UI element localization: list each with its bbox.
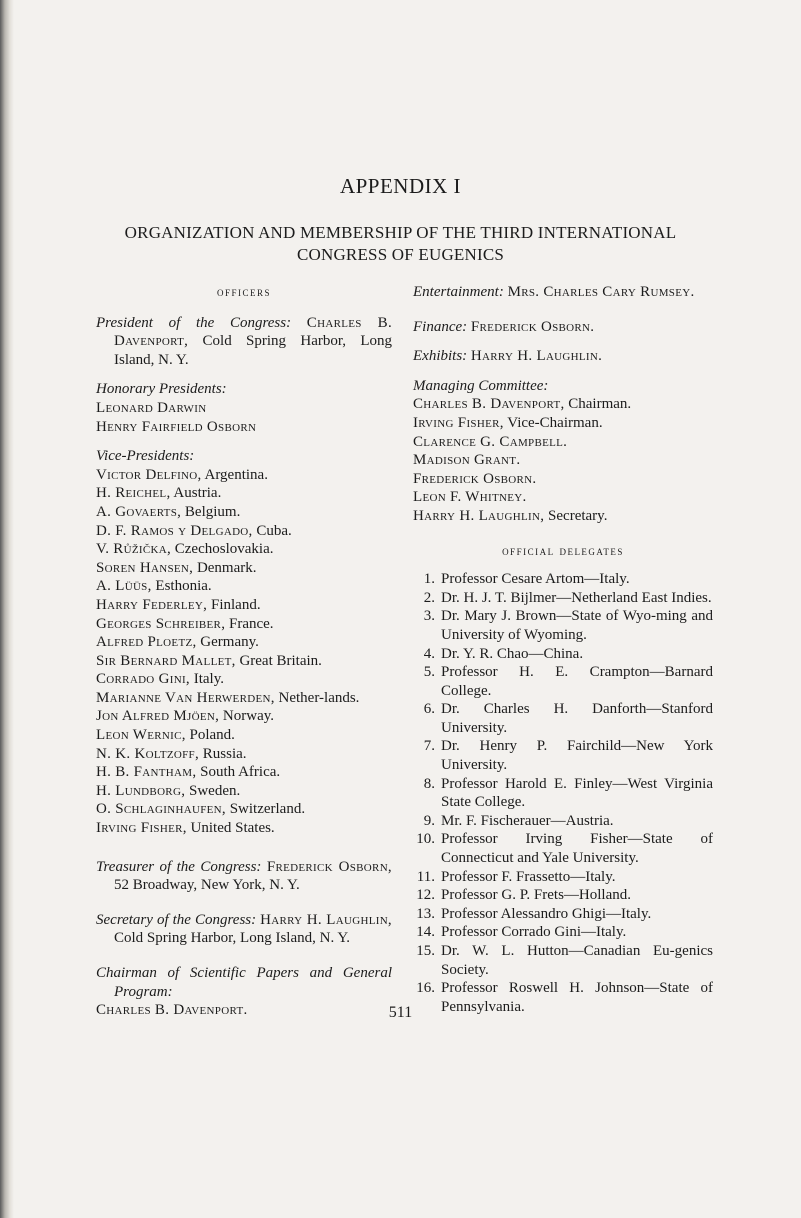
- committee-member: Clarence G. Campbell.: [413, 433, 568, 450]
- vice-president-item: H. Reichel, Austria.: [96, 485, 222, 502]
- appendix-heading: APPENDIX I: [339, 174, 462, 198]
- honorary-label: Honorary Presidents:: [96, 381, 227, 398]
- honorary-name: Leonard Darwin: [96, 399, 207, 416]
- delegates-list: [413, 570, 713, 1016]
- committee-member: Frederick Osborn.: [413, 470, 537, 487]
- vice-president-item: Harry Federley, Finland.: [96, 596, 261, 613]
- left-column: [96, 283, 392, 1020]
- entertainment-entry: [413, 283, 713, 302]
- honorary-list: [96, 399, 392, 436]
- vice-president-item: Georges Schreiber, France.: [96, 615, 274, 632]
- vice-president-item: H. B. Fantham, South Africa.: [96, 764, 281, 781]
- vice-presidents-label: Vice-Presidents:: [96, 448, 195, 465]
- delegate-item: 1. Professor Cesare Artom—Italy.: [423, 571, 630, 588]
- delegate-item: 7. Dr. Henry P. Fairchild—New York University.: [423, 738, 713, 774]
- managing-committee-list: [413, 395, 713, 525]
- vice-president-item: Sir Bernard Mallet, Great Britain.: [96, 652, 322, 669]
- chairman-label: Chairman of Scientific Papers and General Program:: [96, 965, 392, 1000]
- exhibits-entry: [413, 347, 713, 366]
- vice-president-item: Victor Delfino, Argentina.: [96, 466, 268, 483]
- finance-name: Frederick Osborn.: [470, 318, 595, 335]
- treasurer-address: 52 Broadway, New York, N. Y.: [114, 877, 300, 894]
- vice-president-item: Soren Hansen, Denmark.: [96, 559, 257, 576]
- president-name: Charles B. Davenport,: [114, 314, 393, 350]
- officers-header: officers: [216, 284, 272, 299]
- delegate-item: 6. Dr. Charles H. Danforth—Stanford University.: [423, 701, 713, 736]
- secretary-label: Secretary of the Congress:: [96, 911, 257, 928]
- delegate-item: 11. Professor F. Frassetto—Italy.: [416, 868, 616, 885]
- delegate-item: 8. Professor Harold E. Finley—West Virginia State College.: [423, 775, 713, 811]
- treasurer-entry: [96, 858, 392, 895]
- vice-president-item: Irving Fisher, United States.: [96, 820, 275, 837]
- delegate-item: 14. Professor Corrado Gini—Italy.: [416, 924, 627, 941]
- finance-entry: [413, 318, 713, 337]
- committee-member: Leon F. Whitney.: [413, 489, 527, 506]
- vice-president-item: Leon Wernic, Poland.: [96, 727, 235, 744]
- delegate-item: 16. Professor Roswell H. Johnson—State of Pennsylvania.: [416, 980, 713, 1015]
- vice-president-item: Corrado Gini, Italy.: [96, 671, 224, 688]
- vice-president-item: Marianne Van Herwerden, Nether-lands.: [96, 689, 360, 706]
- delegate-item: 15. Dr. W. L. Hutton—Canadian Eu-genics Society.: [416, 943, 713, 978]
- delegate-item: 13. Professor Alessandro Ghigi—Italy.: [416, 905, 652, 922]
- treasurer-label: Treasurer of the Congress:: [96, 858, 262, 875]
- president-label: President of the Congress:: [96, 314, 292, 331]
- delegate-item: 5. Professor H. E. Crampton—Barnard College.: [423, 664, 713, 699]
- delegate-item: 9. Mr. F. Fischerauer—Austria.: [423, 812, 614, 829]
- exhibits-name: Harry H. Laughlin.: [470, 348, 603, 365]
- entertainment-name: Mrs. Charles Cary Rumsey.: [507, 284, 695, 300]
- committee-member: Madison Grant.: [413, 452, 521, 469]
- vice-presidents-list: [96, 466, 392, 838]
- title-line-1: ORGANIZATION AND MEMBERSHIP OF THE THIRD INTERNATIONAL: [124, 223, 677, 242]
- vice-president-item: V. Růžička, Czechoslovakia.: [96, 541, 274, 558]
- page-title: [0, 222, 801, 266]
- secretary-entry: [96, 911, 392, 948]
- vice-president-item: H. Lundborg, Sweden.: [96, 782, 241, 799]
- managing-committee-label: Managing Committee:: [413, 377, 549, 394]
- delegate-item: 4. Dr. Y. R. Chao—China.: [423, 645, 584, 662]
- president-entry: [96, 314, 392, 370]
- committee-member: Harry H. Laughlin, Secretary.: [413, 507, 608, 524]
- official-delegates-header: official delegates: [502, 542, 624, 558]
- right-column: [413, 283, 713, 1016]
- treasurer-name: Frederick Osborn,: [266, 858, 392, 875]
- title-line-2: CONGRESS OF EUGENICS: [296, 245, 505, 264]
- secretary-address: Cold Spring Harbor, Long Island, N. Y.: [114, 930, 351, 947]
- delegate-item: 10. Professor Irving Fisher—State of Connecticut and Yale University.: [416, 831, 713, 867]
- vice-president-item: N. K. Koltzoff, Russia.: [96, 745, 247, 762]
- vice-president-item: A. Lüüs, Esthonia.: [96, 578, 212, 595]
- delegate-item: 2. Dr. H. J. T. Bijlmer—Netherland East Indies.: [423, 589, 712, 606]
- page-number: 511: [388, 1004, 413, 1021]
- exhibits-label: Exhibits:: [413, 348, 468, 365]
- delegate-item: 3. Dr. Mary J. Brown—State of Wyo-ming and University of Wyoming.: [423, 608, 713, 643]
- vice-president-item: Alfred Ploetz, Germany.: [96, 634, 259, 651]
- vice-president-item: Jon Alfred Mjöen, Norway.: [96, 708, 274, 725]
- vice-president-item: A. Govaerts, Belgium.: [96, 503, 241, 520]
- entertainment-label: Entertainment:: [413, 284, 504, 300]
- finance-label: Finance:: [413, 318, 468, 335]
- president-address: Cold Spring Harbor, Long Island, N. Y.: [114, 333, 392, 368]
- chairman-entry: [96, 964, 392, 1001]
- committee-member: Charles B. Davenport, Chairman.: [413, 396, 632, 413]
- vice-president-item: D. F. Ramos y Delgado, Cuba.: [96, 522, 292, 539]
- honorary-name: Henry Fairfield Osborn: [96, 418, 257, 435]
- vice-president-item: O. Schlaginhaufen, Switzerland.: [96, 801, 306, 818]
- delegate-item: 12. Professor G. P. Frets—Holland.: [416, 887, 631, 904]
- chairman-name: Charles B. Davenport.: [96, 1002, 248, 1019]
- secretary-name: Harry H. Laughlin,: [260, 911, 392, 928]
- committee-member: Irving Fisher, Vice-Chairman.: [413, 414, 603, 431]
